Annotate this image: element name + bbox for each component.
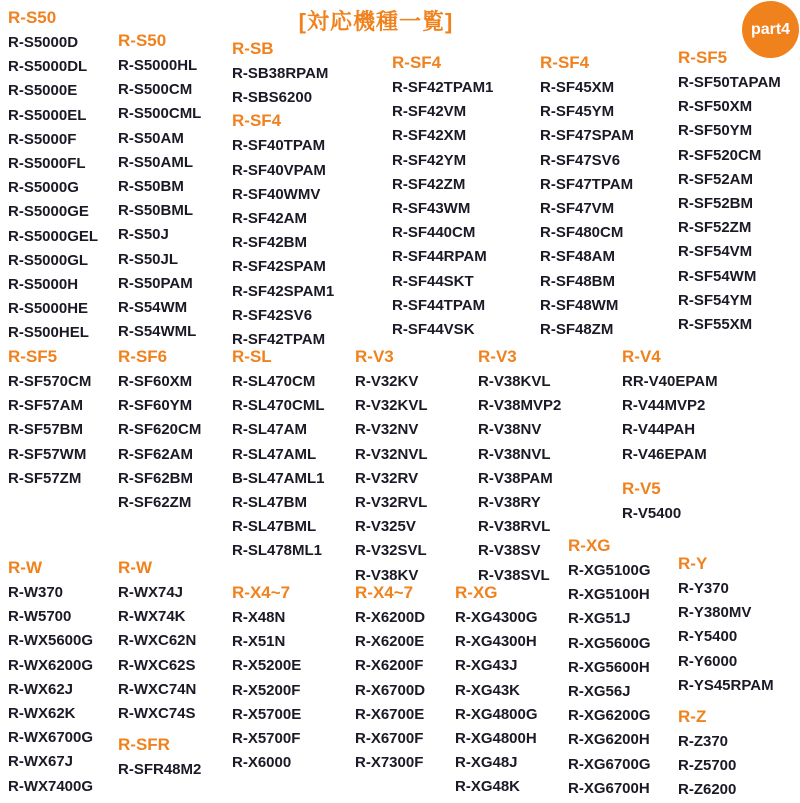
series-header: R-X4~7: [232, 583, 291, 602]
series-header: R-S50: [118, 31, 167, 50]
series-header: R-SFR: [118, 735, 170, 755]
column-mid-6: [622, 346, 718, 526]
column-bot-7: [678, 553, 774, 803]
model-item: R-X6200D: [355, 609, 426, 626]
model-group: [568, 535, 651, 801]
model-list: [232, 606, 301, 775]
model-item: R-SF42SPAM1: [232, 282, 335, 300]
model-item: R-SF42XM: [392, 127, 467, 145]
series-header: R-SF5: [678, 48, 728, 67]
column-mid-3: [232, 346, 325, 564]
model-item: R-SF42BM: [232, 234, 308, 252]
model-item: R-SF54YM: [678, 291, 753, 309]
model-item: R-SF42SV6: [232, 306, 313, 324]
model-item: R-WXC74N: [118, 680, 197, 698]
model-item: R-V32KVL: [355, 397, 428, 415]
model-item: R-V32RVL: [355, 494, 428, 512]
model-item: R-WX67J: [8, 753, 74, 771]
model-item: R-V38MVP2: [478, 397, 562, 415]
model-item: R-XG4300H: [455, 633, 537, 651]
model-item: R-SF62AM: [118, 445, 194, 463]
model-item: R-SL47BM: [232, 494, 308, 512]
column-top-4: [392, 52, 493, 342]
model-group: [232, 38, 334, 110]
model-list: [455, 606, 538, 800]
model-group: [678, 706, 774, 803]
model-item: R-S500HEL: [8, 324, 89, 342]
model-item: R-SL478ML1: [232, 542, 323, 560]
model-item: R-SF54WM: [678, 267, 757, 285]
model-item: R-X5200E: [232, 657, 302, 675]
model-item: R-SF44SKT: [392, 272, 474, 290]
model-item: R-SF45YM: [540, 103, 615, 121]
model-group: [355, 582, 425, 775]
model-item: R-X6700F: [355, 730, 424, 748]
model-item: R-X48N: [232, 609, 286, 626]
model-item: R-SF42TPAM: [232, 331, 326, 349]
series-header: R-SF4: [232, 111, 282, 131]
model-list: [8, 370, 91, 491]
model-item: R-SF620CM: [118, 421, 202, 439]
model-item: R-SF50YM: [678, 122, 753, 140]
model-group: [118, 346, 201, 515]
model-list: [622, 502, 718, 526]
model-item: R-SF42VM: [392, 103, 467, 121]
model-group: [232, 346, 325, 564]
model-item: R-V44MVP2: [622, 397, 706, 415]
column-top-6: [678, 47, 781, 337]
column-top-3: [232, 38, 334, 352]
model-item: R-SF57WM: [8, 445, 87, 463]
model-item: R-XG4800H: [455, 730, 537, 748]
model-item: R-S5000HL: [118, 57, 198, 74]
model-item: R-S5000FL: [8, 155, 86, 173]
part-badge: part4: [742, 1, 799, 58]
column-mid-1: [8, 346, 91, 491]
model-item: R-SF520CM: [678, 146, 762, 164]
model-item: R-X6000: [232, 754, 292, 772]
model-item: R-SF57ZM: [8, 469, 82, 487]
model-item: R-XG5600G: [568, 634, 651, 652]
model-item: R-X6700D: [355, 681, 426, 699]
model-item: R-SF42SPAM: [232, 258, 326, 276]
series-header: R-SB: [232, 39, 274, 58]
model-item: R-V325V: [355, 518, 416, 536]
model-item: R-SF42TPAM1: [392, 79, 494, 96]
model-item: R-V38RVL: [478, 518, 551, 536]
model-item: R-SF480CM: [540, 224, 624, 242]
series-header: R-Z: [678, 707, 707, 727]
model-item: R-SF48AM: [540, 248, 616, 266]
model-item: R-WX62K: [8, 705, 76, 723]
model-item: R-X5700E: [232, 705, 302, 723]
model-item: R-SF47SV6: [540, 151, 621, 169]
model-item: R-XG6700G: [568, 755, 651, 773]
model-group: [540, 52, 634, 342]
model-group: [232, 582, 301, 775]
model-item: R-SF440CM: [392, 224, 476, 242]
model-item: R-X5700F: [232, 730, 301, 748]
model-item: R-S5000D: [8, 34, 79, 51]
model-item: R-S50JL: [118, 250, 179, 268]
model-item: R-V32NVL: [355, 445, 428, 463]
model-item: R-SL47AM: [232, 421, 308, 439]
model-item: R-SBS6200: [232, 89, 313, 107]
column-bot-1: [8, 557, 93, 799]
series-header: R-S50: [8, 8, 57, 27]
model-item: R-V38NV: [478, 421, 542, 439]
series-header: R-XG: [568, 536, 611, 555]
model-item: R-SB38RPAM: [232, 65, 329, 82]
column-mid-4: [355, 346, 428, 588]
model-item: R-V38NVL: [478, 445, 551, 463]
model-list: [232, 370, 325, 564]
series-header: R-W: [118, 558, 152, 577]
model-group: [118, 30, 201, 344]
model-item: R-Y370: [678, 580, 729, 597]
model-item: R-XG6200H: [568, 731, 650, 749]
model-list: [678, 730, 774, 803]
model-list: [232, 62, 334, 110]
model-group: [118, 734, 201, 782]
column-bot-6: [568, 535, 651, 801]
model-item: R-V38SV: [478, 542, 541, 560]
model-item: R-S5000GL: [8, 251, 89, 269]
model-item: R-Z370: [678, 733, 729, 751]
model-item: R-WX74J: [118, 584, 184, 601]
model-item: R-V38PAM: [478, 469, 553, 487]
model-group: [678, 553, 774, 698]
model-item: R-WXC62S: [118, 656, 196, 674]
model-group: [8, 346, 91, 491]
model-item: R-X7300F: [355, 754, 424, 772]
model-item: R-XG48J: [455, 754, 518, 772]
model-item: R-SF43WM: [392, 200, 471, 218]
model-group: [355, 346, 428, 588]
column-bot-4: [355, 582, 425, 775]
model-item: R-S5000H: [8, 276, 79, 294]
model-item: R-SF60YM: [118, 397, 193, 415]
model-item: R-WX6700G: [8, 729, 94, 747]
column-top-2: [118, 30, 201, 344]
series-header: R-SL: [232, 347, 272, 366]
model-item: R-SF40TPAM: [232, 137, 326, 155]
model-item: R-S50BM: [118, 178, 184, 196]
model-item: R-S5000E: [8, 82, 78, 100]
column-bot-3: [232, 582, 301, 775]
model-group: [678, 47, 781, 337]
model-group: [118, 557, 201, 726]
model-item: R-SF40WMV: [232, 185, 321, 203]
column-mid-2: [118, 346, 201, 515]
model-list: [118, 370, 201, 515]
model-item: R-SF42YM: [392, 151, 467, 169]
model-item: R-S54WM: [118, 299, 188, 317]
model-item: R-XG51J: [568, 610, 631, 628]
model-item: R-SF50TAPAM: [678, 74, 781, 91]
model-item: R-WXC62N: [118, 632, 197, 650]
model-list: [118, 758, 201, 782]
model-item: R-X6200E: [355, 633, 425, 651]
model-list: [678, 71, 781, 337]
model-item: R-X51N: [232, 633, 286, 651]
model-item: R-SF48BM: [540, 272, 616, 290]
model-item: R-S50J: [118, 226, 169, 244]
model-list: [355, 370, 428, 588]
series-header: R-V3: [478, 347, 517, 366]
model-item: R-XG4300G: [455, 609, 538, 626]
model-item: R-V46EPAM: [622, 445, 707, 463]
model-item: R-SF62BM: [118, 469, 194, 487]
model-item: R-SF44TPAM: [392, 296, 486, 314]
series-header: R-SF6: [118, 347, 168, 366]
column-top-1: [8, 7, 98, 346]
model-item: R-SF50XM: [678, 98, 753, 116]
series-header: R-V4: [622, 347, 661, 366]
model-item: R-XG48K: [455, 778, 521, 796]
series-header: R-W: [8, 558, 42, 577]
model-item: R-WX5600G: [8, 632, 94, 650]
model-item: R-SF47VM: [540, 200, 615, 218]
model-item: R-SF48ZM: [540, 321, 614, 339]
model-item: R-Y380MV: [678, 604, 752, 622]
model-item: B-SL47AML1: [232, 469, 325, 487]
model-item: R-S54WML: [118, 323, 197, 341]
model-list: [568, 559, 651, 801]
series-header: R-SF4: [540, 53, 590, 72]
model-item: R-SL47AML: [232, 445, 317, 463]
model-list: [678, 577, 774, 698]
model-list: [118, 54, 201, 344]
model-item: R-SF60XM: [118, 373, 193, 390]
model-item: R-Z6200: [678, 781, 737, 799]
model-item: R-WX6200G: [8, 656, 94, 674]
model-item: R-XG5100G: [568, 562, 651, 579]
model-item: R-XG6700H: [568, 779, 650, 797]
model-item: R-SF44RPAM: [392, 248, 487, 266]
model-item: R-SF44VSK: [392, 321, 475, 339]
model-item: R-S5000EL: [8, 106, 87, 124]
model-item: R-WX74K: [118, 608, 186, 626]
model-item: R-XG43K: [455, 681, 521, 699]
series-header: R-XG: [455, 583, 498, 602]
model-item: R-S5000F: [8, 130, 77, 148]
model-item: R-XG43J: [455, 657, 518, 675]
model-item: R-Z5700: [678, 757, 737, 775]
page-title: [対応機種一覧]: [298, 9, 454, 34]
model-item: R-SL470CML: [232, 397, 325, 415]
model-item: R-SF45XM: [540, 79, 615, 96]
model-item: R-SFR48M2: [118, 761, 202, 779]
model-list: [8, 31, 98, 346]
series-header: R-X4~7: [355, 583, 414, 602]
model-group: [8, 7, 98, 346]
model-item: R-SF55XM: [678, 316, 753, 334]
series-header: R-SF5: [8, 347, 58, 366]
model-group: [478, 346, 561, 588]
model-item: R-SF62ZM: [118, 494, 192, 512]
model-item: R-SL47BML: [232, 518, 317, 536]
model-item: R-S50AML: [118, 153, 194, 171]
model-item: R-SF54VM: [678, 243, 753, 261]
model-item: R-V32RV: [355, 469, 419, 487]
model-item: RR-V40EPAM: [622, 373, 718, 390]
model-item: R-V32NV: [355, 421, 419, 439]
model-item: R-V32KV: [355, 373, 419, 390]
model-item: R-SF47SPAM: [540, 127, 634, 145]
model-item: R-Y6000: [678, 652, 738, 670]
model-item: R-S50BML: [118, 202, 194, 220]
model-list: [355, 606, 425, 775]
model-item: R-W370: [8, 584, 64, 601]
model-item: R-V5400: [622, 504, 682, 522]
model-item: R-SF570CM: [8, 373, 92, 390]
model-item: R-V38RY: [478, 494, 541, 512]
model-item: R-W5700: [8, 608, 72, 626]
model-item: R-SF57AM: [8, 397, 84, 415]
model-item: R-X6700E: [355, 705, 425, 723]
model-item: R-S5000G: [8, 179, 79, 197]
model-item: R-WX62J: [8, 680, 74, 698]
model-group: [232, 110, 334, 352]
model-item: R-YS45RPAM: [678, 676, 774, 694]
series-header: R-Y: [678, 554, 708, 573]
model-item: R-XG6200G: [568, 707, 651, 725]
model-item: R-X6200F: [355, 657, 424, 675]
model-item: R-SF48WM: [540, 296, 619, 314]
model-item: R-WX7400G: [8, 777, 94, 795]
model-item: R-V38SVL: [478, 566, 550, 584]
model-group: [455, 582, 538, 800]
column-top-5: [540, 52, 634, 342]
model-list: [540, 76, 634, 342]
model-item: R-WXC74S: [118, 705, 196, 723]
model-item: R-SF52BM: [678, 195, 754, 213]
model-item: R-X5200F: [232, 681, 301, 699]
model-item: R-XG4800G: [455, 705, 538, 723]
model-item: R-S500CM: [118, 81, 193, 99]
model-item: R-SF52AM: [678, 170, 754, 188]
model-item: R-SF57BM: [8, 421, 84, 439]
model-item: R-SF40VPAM: [232, 161, 326, 179]
model-group: [622, 346, 718, 467]
model-item: R-S5000DL: [8, 58, 88, 76]
model-item: R-SL470CM: [232, 373, 316, 390]
model-item: R-V32SVL: [355, 542, 427, 560]
column-mid-5: [478, 346, 561, 588]
model-item: R-SF52ZM: [678, 219, 752, 237]
model-item: R-XG5100H: [568, 586, 650, 604]
model-item: R-S50PAM: [118, 274, 193, 292]
model-list: [392, 76, 493, 342]
model-item: R-Y5400: [678, 628, 738, 646]
model-item: R-SF42AM: [232, 210, 308, 228]
model-item: R-S50AM: [118, 129, 184, 147]
model-item: R-V44PAH: [622, 421, 696, 439]
model-item: R-S5000HE: [8, 300, 89, 318]
model-list: [8, 581, 93, 799]
model-item: R-XG56J: [568, 683, 631, 701]
column-bot-5: [455, 582, 538, 800]
model-item: R-SF42ZM: [392, 175, 466, 193]
model-item: R-S500CML: [118, 105, 202, 123]
column-bot-2: [118, 557, 201, 782]
model-group: [392, 52, 493, 342]
model-list: [622, 370, 718, 467]
model-item: R-SF47TPAM: [540, 175, 634, 193]
model-item: R-S5000GEL: [8, 227, 99, 245]
model-item: R-S5000GE: [8, 203, 89, 221]
model-item: R-V38KVL: [478, 373, 551, 390]
model-list: [478, 370, 561, 588]
series-header: R-V3: [355, 347, 394, 366]
model-item: R-XG5600H: [568, 658, 650, 676]
model-group: [8, 557, 93, 799]
model-list: [232, 134, 334, 352]
model-group: [622, 478, 718, 526]
series-header: R-V5: [622, 478, 661, 498]
model-list: [118, 581, 201, 726]
series-header: R-SF4: [392, 53, 442, 72]
model-item: R-V38KV: [355, 566, 419, 584]
